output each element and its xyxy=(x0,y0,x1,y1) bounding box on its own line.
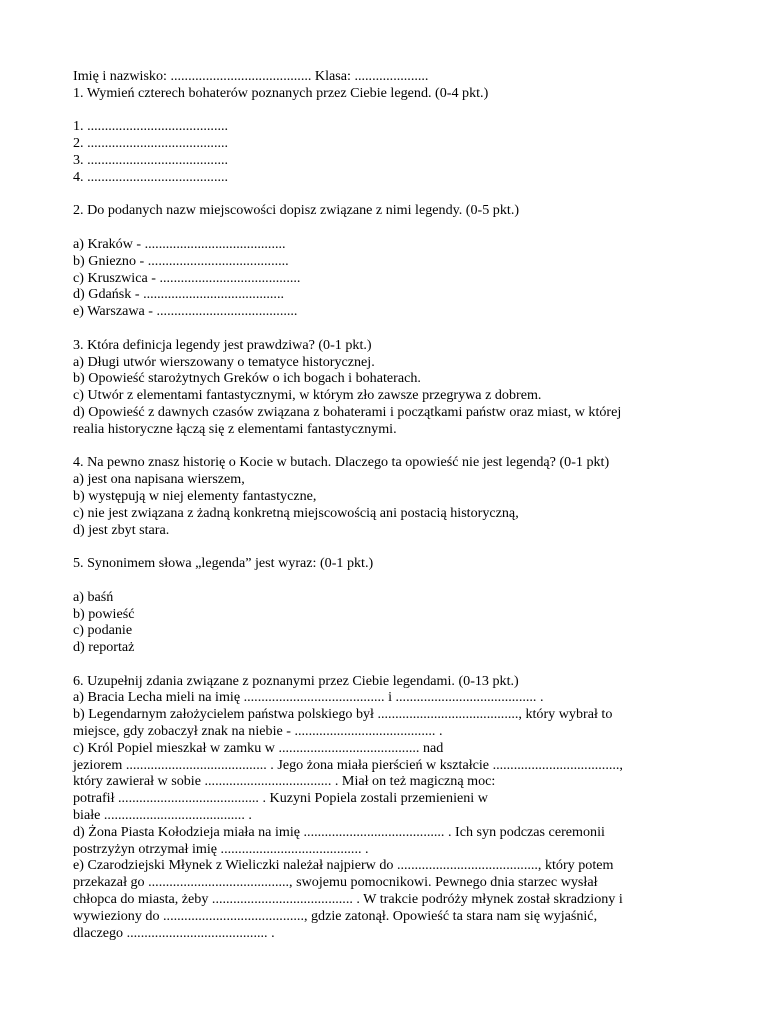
option-line: d) reportaż xyxy=(73,639,135,656)
option-line: b) powieść xyxy=(73,605,135,622)
option-line: realia historyczne łączą się z elementami fantastycznymi. xyxy=(73,420,397,437)
fill-in-line: postrzyżyn otrzymał imię ........................................ . xyxy=(73,840,369,857)
option-line: c) podanie xyxy=(73,622,133,639)
option-line: b) Opowieść starożytnych Greków o ich bogach i bohaterach. xyxy=(73,370,421,387)
fill-in-line: a) Bracia Lecha mieli na imię ........................................ i ........................................ . xyxy=(73,689,544,706)
option-line: d) Opowieść z dawnych czasów związana z bohaterami i początkami państw oraz miast, w której xyxy=(73,403,622,420)
question-3: 3. Która definicja legendy jest prawdziwa? (0-1 pkt.) xyxy=(73,336,372,353)
option-line: a) Długi utwór wierszowany o tematyce historycznej. xyxy=(73,353,375,370)
question-5: 5. Synonimem słowa „legenda” jest wyraz: (0-1 pkt.) xyxy=(73,555,374,572)
answer-line: c) Kruszwica - ........................................ xyxy=(73,269,301,286)
fill-in-line: który zawierał w sobie .................................... . Miał on też magiczną moc: xyxy=(73,773,496,790)
answer-line: d) Gdańsk - ........................................ xyxy=(73,286,285,303)
answer-line: e) Warszawa - ........................................ xyxy=(73,303,298,320)
fill-in-line: wywieziony do ........................................, gdzie zatonął. Opowieść ta stara nam się wyjaśnić, xyxy=(73,907,598,924)
option-line: b) występują w niej elementy fantastyczne, xyxy=(73,487,317,504)
spacer xyxy=(73,219,693,236)
fill-in-line: potrafił ........................................ . Kuzyni Popiela zostali przemienieni w xyxy=(73,790,488,807)
fill-in-line: jeziorem ........................................ . Jego żona miała pierścień w kształcie ...................................., xyxy=(73,756,623,773)
spacer xyxy=(73,186,693,203)
spacer xyxy=(73,102,693,119)
spacer xyxy=(73,438,693,455)
fill-in-line: b) Legendarnym założycielem państwa polskiego był ........................................, który wybrał to xyxy=(73,706,613,723)
fill-in-line: e) Czarodziejski Młynek z Wieliczki należał najpierw do ........................................, który potem xyxy=(73,857,614,874)
option-line: a) jest ona napisana wierszem, xyxy=(73,471,245,488)
fill-in-line: d) Żona Piasta Kołodzieja miała na imię ........................................ . Ich syn podczas ceremonii xyxy=(73,823,605,840)
option-line: c) nie jest związana z żadną konkretną miejscowością ani postacią historyczną, xyxy=(73,504,519,521)
fill-in-line: dlaczego ........................................ . xyxy=(73,924,275,941)
answer-line: 3. ........................................ xyxy=(73,151,229,168)
answer-line: b) Gniezno - ........................................ xyxy=(73,252,289,269)
answer-line: 2. ........................................ xyxy=(73,135,229,152)
spacer xyxy=(73,656,693,673)
option-line: c) Utwór z elementami fantastycznymi, w którym zło zawsze przegrywa z dobrem. xyxy=(73,387,542,404)
question-6: 6. Uzupełnij zdania związane z poznanymi przez Ciebie legendami. (0-13 pkt.) xyxy=(73,672,519,689)
question-2: 2. Do podanych nazw miejscowości dopisz związane z nimi legendy. (0-5 pkt.) xyxy=(73,202,520,219)
fill-in-line: c) Król Popiel mieszkał w zamku w ........................................ nad xyxy=(73,739,444,756)
name-class-header: Imię i nazwisko: ........................................ Klasa: ..................... xyxy=(73,68,429,84)
fill-in-line: białe ........................................ . xyxy=(73,807,252,824)
spacer xyxy=(73,572,693,589)
option-line: d) jest zbyt stara. xyxy=(73,521,170,538)
answer-line: 1. ........................................ xyxy=(73,118,229,135)
fill-in-line: miejsce, gdy zobaczył znak na niebie - ........................................ . xyxy=(73,723,443,740)
answer-line: a) Kraków - ........................................ xyxy=(73,235,286,252)
answer-line: 4. ........................................ xyxy=(73,168,229,185)
option-line: a) baśń xyxy=(73,588,114,605)
question-1: 1. Wymień czterech bohaterów poznanych przez Ciebie legend. (0-4 pkt.) xyxy=(73,84,489,101)
worksheet xyxy=(73,68,693,941)
question-4: 4. Na pewno znasz historię o Kocie w butach. Dlaczego ta opowieść nie jest legendą? (0-1 pkt) xyxy=(73,454,610,471)
fill-in-line: przekazał go ........................................, swojemu pomocnikowi. Pewnego dnia starzec wysłał xyxy=(73,874,598,891)
spacer xyxy=(73,538,693,555)
spacer xyxy=(73,320,693,337)
fill-in-line: chłopca do miasta, żeby ........................................ . W trakcie podróży młynek został skradziony i xyxy=(73,891,623,908)
